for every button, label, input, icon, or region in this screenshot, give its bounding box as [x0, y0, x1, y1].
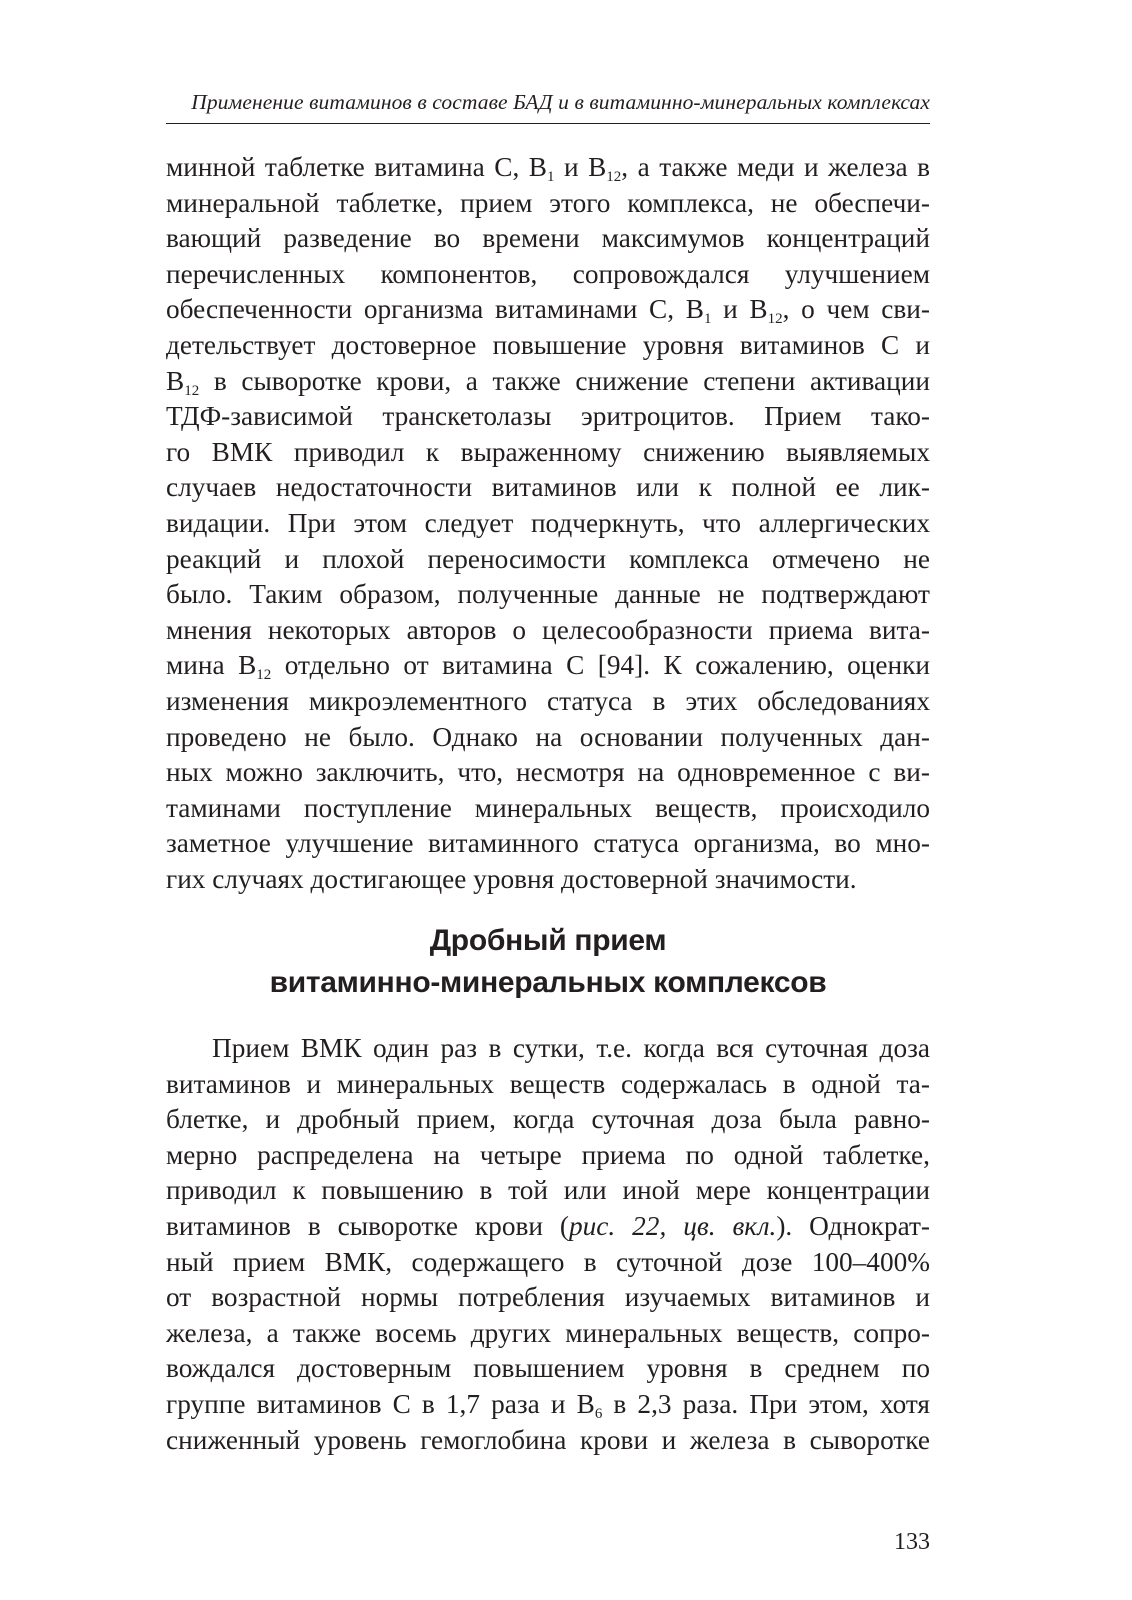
running-header-text: Применение витаминов в составе БАД и в витаминно-минеральных комплексах	[191, 90, 930, 114]
text-line: го ВМК приводил к выраженному снижению выявляемых	[166, 436, 930, 467]
text-line: мина $В_{12}$ отдельно от витамина С [94]. К сожалению, оценки	[166, 650, 930, 684]
text-line: от возрастной нормы потребления изучаемых витаминов и	[166, 1282, 930, 1313]
text-line: минеральной таблетке, прием этого комплекса, не обеспечи-	[166, 187, 930, 218]
text-line: Прием ВМК один раз в сутки, т.е. когда вся суточная доза	[212, 1033, 930, 1063]
text-line: видации. При этом следует подчеркнуть, что аллергических	[166, 507, 930, 538]
running-header	[166, 84, 930, 124]
text-line: ТДФ-зависимой транскетолазы эритроцитов. Прием тако-	[166, 401, 930, 432]
text-line: перечисленных компонентов, сопровождался улучшением	[166, 258, 930, 289]
text-line: $В_{12}$ в сыворотке крови, а также снижение степени активации	[166, 365, 930, 399]
text-line: вающий разведение во времени максимумов концентраций	[166, 223, 930, 254]
text-line: сниженный уровень гемоглобина крови и железа в сыворотке	[166, 1424, 930, 1455]
text-line: заметное улучшение витаминного статуса организма, во мно-	[166, 828, 930, 859]
paragraph-2	[166, 1031, 930, 1458]
text-line: ных можно заключить, что, несмотря на одновременное с ви-	[166, 757, 930, 788]
text-line: ный прием ВМК, содержащего в суточной дозе 100–400%	[166, 1246, 930, 1277]
text-line: проведено не было. Однако на основании полученных дан-	[166, 721, 930, 752]
text-line: обеспеченности организма витаминами С, $В_1$ и $В_{12}$, о чем сви-	[166, 294, 930, 328]
text-line: железа, а также восемь других минеральных веществ, сопро-	[166, 1317, 930, 1348]
page-number: 133	[894, 1529, 930, 1555]
text-line: случаев недостаточности витаминов или к полной ее лик-	[166, 472, 930, 503]
text-line: изменения микроэлементного статуса в этих обследованиях	[166, 685, 930, 716]
paragraph-1	[166, 150, 930, 897]
section-heading	[166, 920, 930, 1004]
text-line: группе витаминов С в 1,7 раза и $В_6$ в 2,3 раза. При этом, хотя	[166, 1388, 930, 1422]
text-line: минной таблетке витамина С, $В_1$ и $В_{12}$, а также меди и железа в	[166, 152, 931, 185]
text-line: было. Таким образом, полученные данные не подтверждают	[166, 579, 930, 610]
section-heading-line: витаминно-минеральных комплексов	[269, 966, 827, 999]
text-line: реакций и плохой переносимости комплекса отмечено не	[166, 543, 930, 574]
text-line: блетке, и дробный прием, когда суточная доза была равно-	[166, 1104, 930, 1135]
text-line: вождался достоверным повышением уровня в среднем по	[166, 1353, 930, 1384]
text-line: гих случаях достигающее уровня достоверной значимости.	[166, 863, 857, 894]
text-line: приводил к повышению в той или иной мере концентрации	[166, 1175, 930, 1206]
text-line: мнения некоторых авторов о целесообразности приема вита-	[166, 614, 930, 645]
text-line: витаминов в сыворотке крови (рис. 22, цв. вкл.). Однократ-	[166, 1210, 931, 1241]
text-line: мерно распределена на четыре приема по одной таблетке,	[166, 1139, 930, 1170]
section-heading-line: Дробный прием	[429, 924, 667, 957]
text-line: детельствует достоверное повышение уровня витаминов С и	[166, 329, 930, 360]
text-line: таминами поступление минеральных веществ, происходило	[166, 792, 930, 823]
text-line: витаминов и минеральных веществ содержалась в одной та-	[166, 1068, 930, 1099]
book-page	[166, 0, 930, 1600]
figure-reference: рис. 22, цв. вкл.	[569, 1210, 777, 1241]
